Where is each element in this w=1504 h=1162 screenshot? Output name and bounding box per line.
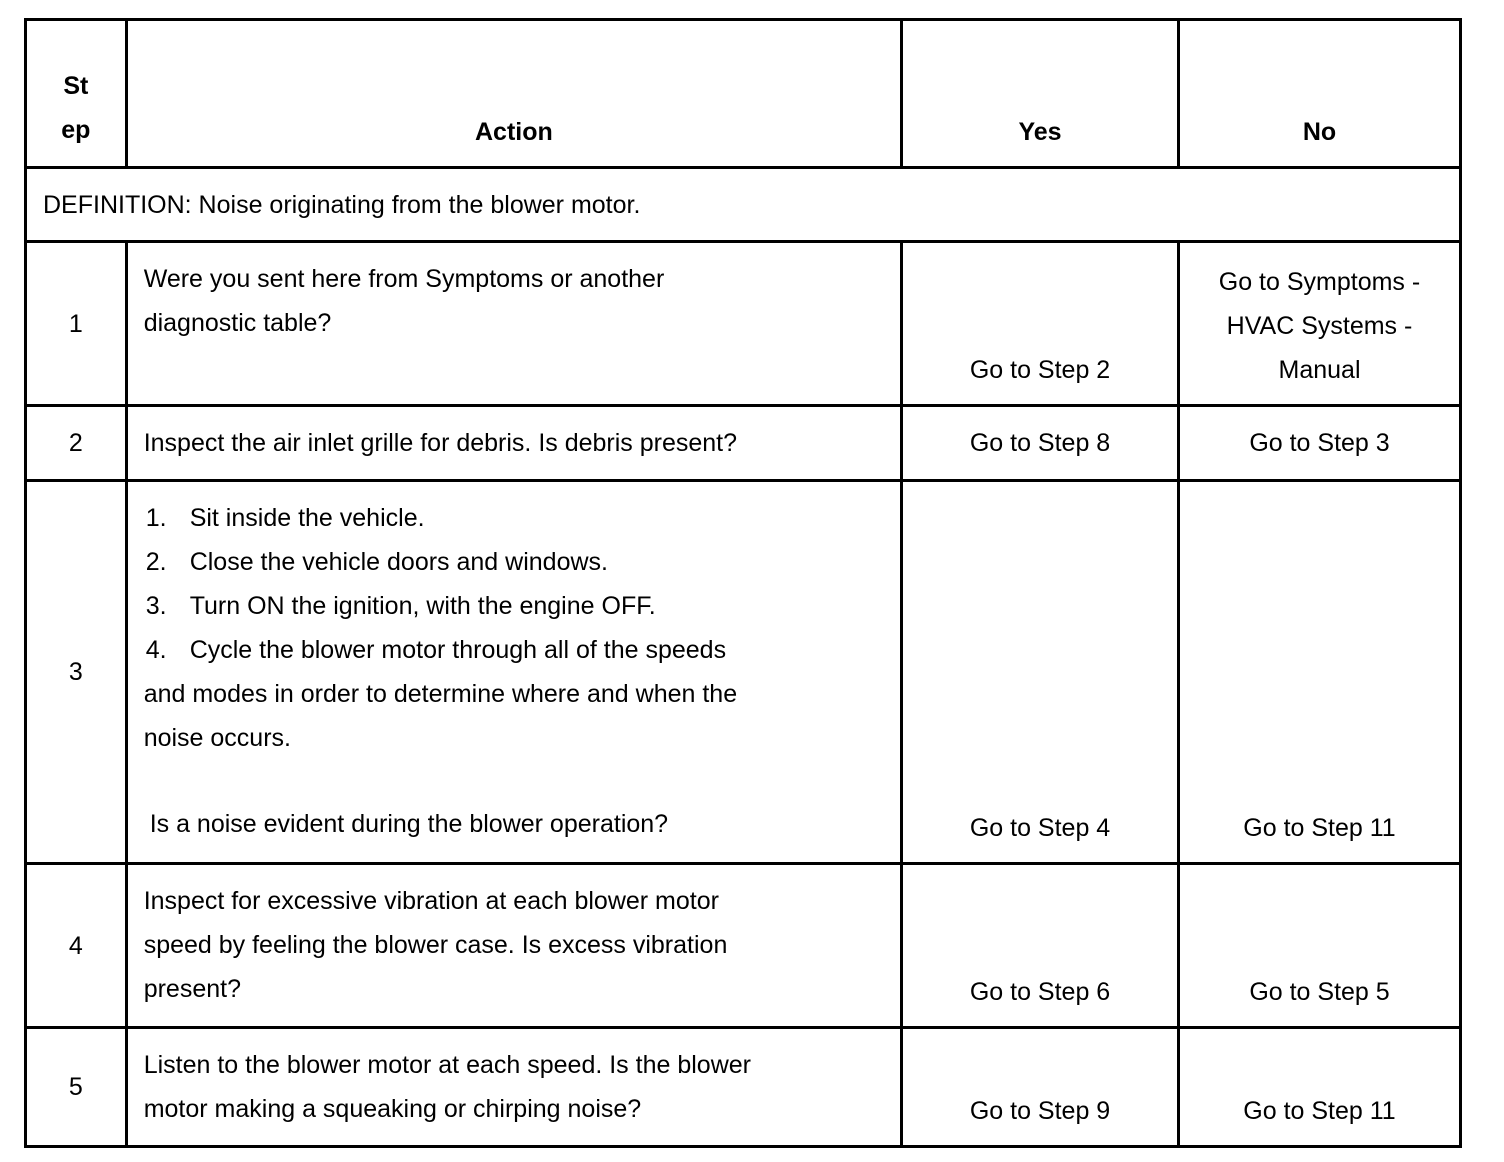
header-no: No [1179, 20, 1461, 168]
yes-cell: Go to Step 8 [902, 406, 1179, 481]
list-item: 4. Cycle the blower motor through all of the speeds [145, 636, 727, 664]
spacer [144, 760, 884, 802]
table-row [26, 406, 1461, 481]
yes-cell: Go to Step 6 [902, 864, 1179, 1028]
table-row [26, 242, 1461, 406]
action-cell [126, 864, 901, 1028]
definition-text: DEFINITION: Noise originating from the blower motor. [26, 168, 1461, 242]
no-line: Manual [1278, 356, 1361, 384]
action-line: diagnostic table? [143, 309, 332, 337]
action-line: Inspect for excessive vibration at each blower motor [143, 887, 719, 915]
action-cell [126, 481, 901, 864]
no-line: Go to Symptoms - [1218, 268, 1421, 296]
header-action: Action [126, 20, 901, 168]
step-number: 3 [26, 481, 127, 864]
header-row [26, 20, 1461, 168]
list-item: 2. Close the vehicle doors and windows. [145, 548, 608, 576]
no-cell: Go to Step 5 [1179, 864, 1461, 1028]
diagnostic-table [24, 18, 1462, 1148]
action-line: and modes in order to determine where and when the [143, 680, 738, 708]
list-item: 1. Sit inside the vehicle. [145, 504, 425, 532]
step-number: 1 [26, 242, 127, 406]
step-number: 2 [26, 406, 127, 481]
action-line: motor making a squeaking or chirping noise? [143, 1095, 642, 1123]
yes-cell: Go to Step 2 [902, 242, 1179, 406]
header-step-line-2: ep [61, 116, 91, 144]
action-line: Were you sent here from Symptoms or another [143, 265, 665, 293]
action-line: present? [143, 975, 241, 1003]
no-cell: Go to Step 3 [1179, 406, 1461, 481]
header-step-line-1: St [63, 72, 89, 100]
question-line: Is a noise evident during the blower operation? [149, 810, 669, 838]
action-cell [126, 1028, 901, 1147]
table-row [26, 1028, 1461, 1147]
header-yes: Yes [902, 20, 1179, 168]
no-cell: Go to Step 11 [1179, 1028, 1461, 1147]
list-item: 3. Turn ON the ignition, with the engine OFF. [145, 592, 656, 620]
action-cell [126, 242, 901, 406]
action-line: noise occurs. [143, 724, 291, 752]
no-line: HVAC Systems - [1226, 312, 1413, 340]
definition-row [26, 168, 1461, 242]
yes-cell: Go to Step 4 [902, 481, 1179, 864]
action-cell: Inspect the air inlet grille for debris. Is debris present? [126, 406, 901, 481]
no-cell: Go to Step 11 [1179, 481, 1461, 864]
yes-cell: Go to Step 9 [902, 1028, 1179, 1147]
table-row [26, 864, 1461, 1028]
action-line: Listen to the blower motor at each speed. Is the blower [143, 1051, 751, 1079]
table-row [26, 481, 1461, 864]
action-line: speed by feeling the blower case. Is excess vibration [143, 931, 728, 959]
step-number: 5 [26, 1028, 127, 1147]
no-cell [1179, 242, 1461, 406]
header-step [26, 20, 127, 168]
step-number: 4 [26, 864, 127, 1028]
